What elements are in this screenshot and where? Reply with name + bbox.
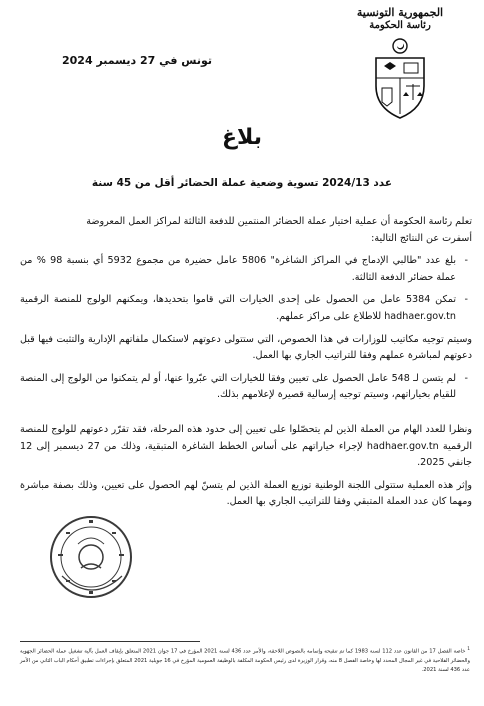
page-title: بلاغ (222, 125, 262, 150)
ministries-paragraph: وسيتم توجيه مكاتيب للوزارات في هذا الخصوص، التي ستتولى دعوتهم لاستكمال ملفاتهم الإدارية والتثبت فيها قبل دعوتهم لمباشرة عملهم وفقا للتراتيب الجاري بها العمل. (20, 333, 472, 362)
closing-paragraph-2: وإثر هذه العملية ستتولى اللجنة الوطنية توزيع العملة الذين لم يتسنّ لهم الحصول على تعيين، وذلك بصفة مباشرة ومهما كان عدد العملة المتبقي وفقا للتراتيب الجاري بها العمل. (20, 479, 472, 508)
tunisia-coat-of-arms-icon (368, 36, 432, 122)
result-item: - لم يتسن لـ 548 عامل الحصول على تعيين وفقا للخيارات التي عبّروا عنها، أو لم يتمكنوا من الولوج إلى المنصة للقيام بخياراتهم، وسيتم توجيه إرسالية قصيرة لإعلامهم بذلك. (20, 371, 472, 404)
footnote-marker: 1 (467, 647, 471, 652)
official-stamp-icon (48, 514, 134, 600)
intro-line-2: أسفرت عن النتائج التالية: (371, 232, 472, 244)
footnote-text: خاصة الفصل 17 من القانون عدد 112 لسنة 1983 كما تم تنقيحه وإتمامه بالنصوص اللاحقة، والأمر عدد 436 لسنة 2021 المؤرخ في 17 جوان 2021 المتعلق بإيقاف العمل بآلية تشغيل عملة الحضائر الجهوية والحضائر الفلاحية في غير المجال المحدد لها وخاصة الفصل 8 منه، وقرار الوزيرة لدى رئيس الحكومة المكلفة بالوظيفة العمومية المؤرخ في 16 جويلية 2021 المتعلق بإجراءات تطبيق أحكام الباب الثاني من الأمر عدد 436 لسنة 2021. (20, 648, 470, 673)
presidency-title: رئاسة الحكومة (369, 20, 431, 31)
intro-line-1: تعلم رئاسة الحكومة أن عملية اختيار عملة الحضائر المنتمين للدفعة الثالثة لمراكز العمل المعروضة (86, 216, 472, 227)
result-item: - تمكن 5384 عامل من الحصول على إحدى الخيارات التي قاموا بتحديدها، ويمكنهم الولوج للمنصة الرقمية hadhaer.gov.tn للاطلاع على مراكز عملهم. (20, 292, 472, 325)
government-letterhead (352, 6, 448, 126)
communique-subject: عدد 2024/13 تسوية وضعية عملة الحضائر أقل من 45 سنة (91, 177, 393, 189)
results-list (20, 253, 472, 325)
closing-paragraph-1: ونظرا للعدد الهام من العملة الذين لم يتحصّلوا على تعيين إلى حدود هذه المرحلة، فقد تقرّر دعوتهم للولوج للمنصة الرقمية hadhaer.gov.tn لإجراء خياراتهم على أساس الخطط الشاغرة المتبقية، وذلك من 27 ديسمبر إلى 12 جانفي 2025. (20, 423, 472, 469)
footnote (20, 645, 470, 675)
footnote-divider (20, 641, 200, 642)
communique-body (20, 214, 472, 511)
document-date: تونس في 27 ديسمبر 2024 (62, 54, 212, 67)
result-item: - بلغ عدد "طالبي الإدماج في المراكز الشاغرة" 5806 عامل حضيرة من مجموع 5932 أي بنسبة 98 % من عملة حضائر الدفعة الثالثة. (20, 253, 472, 286)
republic-title: الجمهورية التونسية (356, 6, 444, 19)
